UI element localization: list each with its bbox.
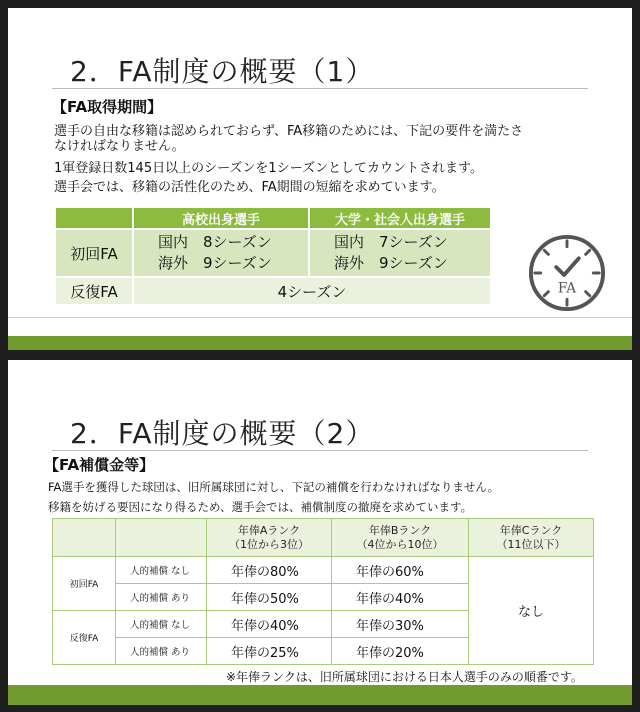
cell-line: 国内 7シーズン [334,233,448,251]
group-label-repeat-fa: 反復FA [53,611,116,665]
cell-rank-a: 年俸の40% [207,611,332,638]
slide-title: 2．FA制度の概要（2） [70,417,375,450]
row-label: 人的補償 あり [116,584,207,611]
fa-period-table [54,206,492,306]
row-label-first-fa: 初回FA [55,229,133,277]
footer-bar [8,685,632,705]
paragraph-1-line-2: なければなりません。 [54,139,185,154]
slide-2 [8,360,632,705]
cell-line: 海外 9シーズン [334,254,448,272]
title-rule [52,88,588,89]
paragraph-2: 1軍登録日数145日以上のシーズンを1シーズンとしてカウントされます。 [54,161,484,176]
cell-rank-a: 年俸の50% [207,584,332,611]
slide-title: 2．FA制度の概要（1） [70,55,375,88]
cell-rank-b: 年俸の60% [332,557,469,584]
footer-line [8,317,632,318]
cell-rank-b: 年俸の40% [332,584,469,611]
table-header-rank-a [207,519,332,557]
cell-rank-a: 年俸の25% [207,638,332,665]
header-line: 年俸Aランク [237,523,301,537]
section-heading: 【FA補償金等】 [44,456,155,474]
row-label: 人的補償 あり [116,638,207,665]
table-header-empty [116,519,207,557]
cell-college-first [309,229,491,277]
paragraph-1: FA選手を獲得した球団は、旧所属球団に対し、下記の補償を行わなければなりません。 [48,480,500,494]
group-label-first-fa: 初回FA [53,557,116,611]
clock-icon-label: FA [557,280,577,297]
header-line: （4位から10位） [356,537,444,551]
header-line: 年俸Cランク [499,523,563,537]
row-label-repeat-fa: 反復FA [55,277,133,305]
table-header-rank-c [469,519,594,557]
cell-rank-a: 年俸の80% [207,557,332,584]
cell-line: 国内 8シーズン [158,233,272,251]
cell-high-school-first [133,229,309,277]
footnote: ※年俸ランクは、旧所属球団における日本人選手のみの順番です。 [226,670,583,684]
title-rule [52,450,588,451]
cell-line: 海外 9シーズン [158,254,272,272]
paragraph-1-line-1: 選手の自由な移籍は認められておらず、FA移籍のためには、下記の要件を満たさ [54,124,524,139]
clock-icon [528,234,606,312]
cell-rank-b: 年俸の20% [332,638,469,665]
table-header-high-school: 高校出身選手 [133,207,309,229]
table-header-college: 大学・社会人出身選手 [309,207,491,229]
paragraph-2: 移籍を妨げる要因になり得るため、選手会では、補償制度の撤廃を求めています。 [48,500,473,514]
slide-1 [8,8,632,350]
cell-repeat-fa: 4シーズン [133,277,491,305]
row-label: 人的補償 なし [116,557,207,584]
section-heading: 【FA取得期間】 [52,98,163,116]
compensation-table [52,518,594,665]
table-header-empty [55,207,133,229]
header-line: （1位から3位） [229,537,309,551]
table-header-empty [53,519,116,557]
table-header-rank-b [332,519,469,557]
header-line: 年俸Bランク [368,523,432,537]
cell-rank-c: なし [469,557,594,665]
cell-rank-b: 年俸の30% [332,611,469,638]
paragraph-3: 選手会では、移籍の活性化のため、FA期間の短縮を求めています。 [54,180,445,195]
footer-bar [8,336,632,350]
row-label: 人的補償 なし [116,611,207,638]
header-line: （11位以下） [496,537,566,551]
